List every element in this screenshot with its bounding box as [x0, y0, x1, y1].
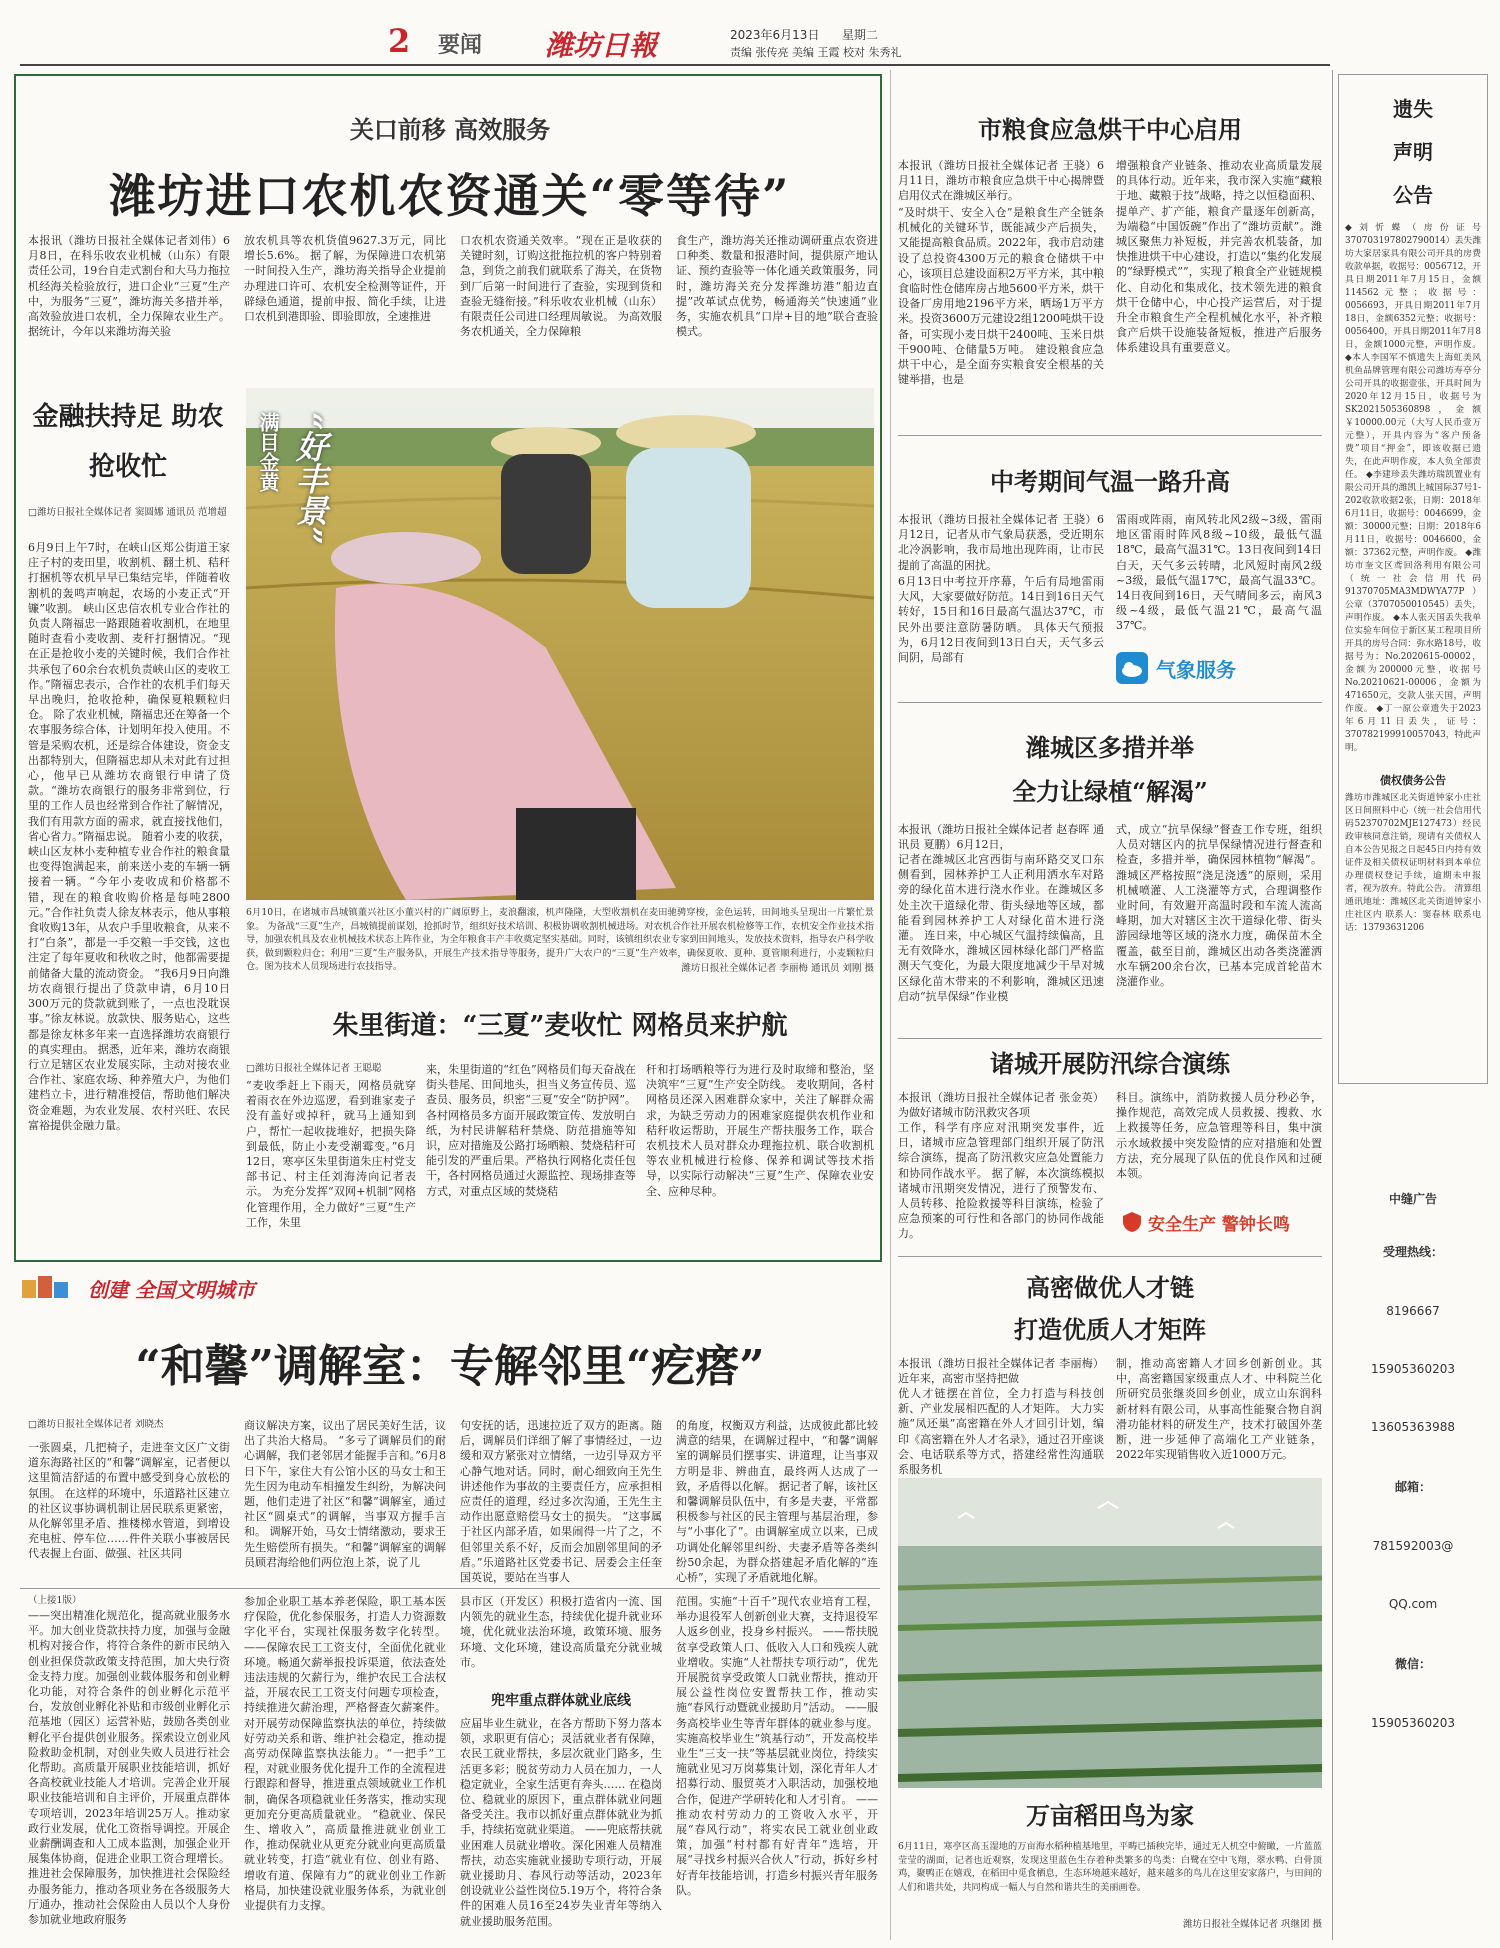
a1-kicker: 关口前移 高效服务: [349, 115, 551, 144]
r5-byline: 本报讯（潍坊日报社全媒体记者 李丽梅）近年来，高密市坚持把做: [898, 1357, 1104, 1386]
a4-col-3: 句安抚的话，迅速拉近了双方的距离。随后，调解员们详细了解了事情经过，一边缓和双方紧张对立情绪，一边引导双方平心静气地对话。同时，耐心细致向王先生讲述他作为事故的主要责任方，应承担相应责任的道理，经过多次沟通，王先生主动作出愿意赔偿马女士的损失。 “这事属于社区内部矛盾，如果闹得一片了之，不但邻里关系不好，反而会加剧邻里间的矛盾。”乐道路社区党委书记、居委会主任奎国英说，要站在当事人: [460, 1419, 662, 1585]
a5-col-3b: 应届毕业生就业，在各方帮助下努力落本领，求职更有信心；灵活就业者有保障，农民工就业帮扶，多层次就业门路多，生活更多彩；脱贫劳动力人员在加力，一人稳定就业，全家生活更有奔头…… 在稳岗位、稳就业的原因下，重点群体就业问题备受关注。我市以抓好重点群体就业为抓手，持续拓宽就业渠道。 ——兜底帮扶就业困难人员就业增收。深化困难人员精准帮扶，动态实施就业援助专项行动，开展就业援助月、春风行动等活动，2023年创设就业公益性岗位5.19万个，将符合条件的困难人员16至24岁失业青年等纳入就业援助服务范围。: [460, 1717, 662, 1928]
a4-col-1: 一张圆桌，几把椅子，走进奎文区广文街道东海路社区的“和馨”调解室，记者便以这里简洁舒适的布置中感受到身心放松的氛围。 在这样的环境中，乐道路社区建立的社区议事协调机制让居民联系更紧密，从化解邻里矛盾、推楼梯水管道，到增设充电桩、停车位……件件关联小事被居民代表握上台面、做强、社区共同: [28, 1441, 230, 1561]
r2-byline: 本报讯（潍坊日报社全媒体记者 王骁）6月12日，记者从市气象局获悉，受近期东北冷涡影响，我市局地出现阵雨，让市民提前了高温的困扰。: [898, 513, 1104, 572]
r1-col-1: “及时烘干、安全入仓”是粮食生产全链条机械化的关键环节，既能减少产后损失，又能提高粮食品质。2022年，我市启动建设了总投资4300万元的粮食仓储烘干中心，该项目总建设面积2万平方米，其中粮食临时性仓储库房占地5600平方米，烘干设备厂房用地2196平方米，晒场1万平方米。投资3600万元建设2组1200吨烘干设备，可实现小麦日烘干2400吨、玉米日烘干900吨、仓储量5万吨。 建设粮食应急烘干中心，是全面夯实粮食安全根基的关键举措，也是: [898, 206, 1104, 387]
rice-paddy-illustration: [898, 1478, 1322, 1788]
r2-col-1: 6月13日中考拉开序幕，午后有局地雷雨大风，大家要做好防范。14日到16日天气转好，15日和16日最高气温达37℃，市民外出要注意防暑防晒。 具体天气预报为，6月12日夜间到13日白天，天气多云间阴，局部有: [898, 575, 1104, 665]
editors-line: 责编 张传亮 美编 王霞 校对 朱秀礼: [730, 46, 902, 59]
cloud-icon: [1116, 652, 1148, 684]
wechat-number: 15905360203: [1371, 1716, 1455, 1730]
a4-col-4: 的角度，权衡双方利益，达成彼此都比较满意的结果，在调解过程中，“和馨”调解室的调解员们摆事实、讲道理，让当事双方明是非、辨曲直，最终两人达成了一致，矛盾得以化解。 据记者了解，该社区和馨调解员队伍中，有多是夫妻，平常都积极参与社区的民主管理与基层治理，参与“小事化了”。由调解室成立以来，已成功调处化解邻里纠纷、夫妻矛盾等各类纠纷50余起，为群众搭建起矛盾化解的“连心桥”，实现了矛盾就地化解。: [676, 1419, 878, 1585]
a4-byline: □潍坊日报社全媒体记者 刘晓杰: [28, 1419, 164, 1430]
a5-col-4: 范围。实施“十百千”现代农业培育工程，举办退役军人创新创业大赛，支持退役军人返乡创业，投身乡村振兴。 ——帮扶脱贫享受政策人口、低收入人口和残疾人就业增收。实施“人社帮扶专项行动”，优先开展脱贫享受政策人口就业帮扶，推动开展公益性岗位安置帮扶工作，推动实施“春风行动暨就业援助月”活动。 ——服务高校毕业生等青年群体的就业参与度。实施高校毕业生“筑基行动”，开发高校毕业生“三支一扶”等基层就业岗位，持续实施就业见习万岗募集计划，深化青年人才招募行动、服贸英才入职活动，加强校地合作，促进产学研转化和人才引育。 ——推动农村劳动力的工资收入水平，开展“春风行动”，将实农民工就业创业政策，加强“村村都有好青年”选培，开展“寻找乡村振兴合伙人”行动，拆好乡村好青年技能培训，打造乡村振兴青年服务队。: [676, 1595, 878, 1897]
r1-byline: 本报讯（潍坊日报社全媒体记者 王骁）6月11日，潍坊市粮食应急烘干中心揭牌暨启用仪式在潍城区举行。: [898, 159, 1104, 203]
weather-badge: [1116, 650, 1296, 686]
photo-vtitle-2: “好丰景”: [291, 412, 329, 545]
email-label: 邮箱：: [1394, 1480, 1431, 1494]
heart-banner-icon: [20, 1272, 80, 1302]
r2-divider: [898, 702, 1322, 703]
hotline-1: 8196667: [1386, 1304, 1440, 1318]
paper-name: 潍坊日報: [545, 29, 658, 62]
hotline-label: 受理热线：: [1382, 1245, 1443, 1259]
section-name: 要闻: [438, 33, 483, 58]
side-title-3: 公告: [1393, 183, 1433, 207]
a4-title: “和馨”调解室：专解邻里“疙瘩”: [135, 1341, 765, 1392]
column-divider: [890, 70, 891, 1940]
civilization-banner: [20, 1270, 340, 1304]
a1-col-4: 食生产，潍坊海关还推动调研重点农资进口种类、数量和报港时间，提供原产地认证、预约查验等一体化通关政策服务，同时，潍坊海关充分发挥潍坊港“船边直提”改革试点优势，畅通海关“快速通”业务，实施农机具“口岸+目的地”联合查验模式。: [676, 234, 878, 339]
r5-col-2: 制，推动高密籍人才回乡创新创业。其中，高密籍国家级重点人才、中科院兰化所研究员张继炎回乡创业，成立山东润科新材料有限公司，从事高性能聚合物自润滑功能材料的研发生产，技术打破国外垄断，进一步延伸了高端化工产业链条，2022年实现销售收入近1000万元。: [1116, 1357, 1322, 1462]
r4-divider: [898, 1256, 1322, 1257]
email-2: QQ.com: [1388, 1597, 1438, 1611]
debt-notice-body: 潍坊市潍城区北关街道钟家小庄社区日间照料中心（统一社会信用代码52370702MJE127473）经民政审核同意注销，现请有关债权人自本公告见报之日起45日内持有效证件及相关债权证明材料到本单位办理债权登记手续，逾期未申报者，视为放弃。特此公告。 清算组通讯地址：潍城区北关街道钟家小庄社区内 联系人：窦春林 联系电话：13793631206: [1345, 793, 1481, 933]
issue-weekday: 星期二: [842, 28, 879, 42]
r3-col-1: 记者在潍城区北宫西街与南环路交叉口东侧看到，园林养护工人正利用洒水车对路旁的绿化苗木进行浇水作业。在潍城区多处主次干道绿化带、街头绿地等区域，都能看到园林养护工人对绿化苗木进行浇灌。 连日来，中心城区气温持续偏高，且无有效降水，潍城区园林绿化部门严格监测天气变化，为最大限度地减少干旱对城区绿化苗木带来的不利影响，潍城区迅速启动“抗旱保绿”作业模: [898, 853, 1104, 1003]
rice-paddy-photo: [898, 1478, 1322, 1788]
side-notice-box: [1338, 74, 1488, 1084]
a5-lead: （上接1版）: [28, 1595, 82, 1606]
hotline-2: 15905360203: [1371, 1362, 1455, 1376]
a2-title: 金融扶持足 助农抢收忙: [32, 402, 224, 482]
email-1: 781592003@: [1372, 1539, 1454, 1553]
side-divider: [1332, 70, 1333, 1940]
wheat-harvest-photo: [246, 388, 874, 900]
a3-col-1: “麦收季赶上下雨天，网格员就穿着雨衣在外边巡逻，看到谁家麦子没有盖好或掉秆，就马上通知到户，帮忙一起收拢堆好，把损失降到最低，防止小麦受潮霉变。”6月12日，寒亭区朱里街道朱庄村党支部书记、村主任刘海涛向记者表示。 为充分发挥“双网+机制”网格化管理作用，全力做好“三夏”生产工作，朱里: [246, 1079, 416, 1229]
r4-byline: 本报讯（潍坊日报社全媒体记者 张金英）为做好诸城市防汛救灾各项: [898, 1091, 1104, 1120]
a3-byline: □潍坊日报社全媒体记者 王聪聪: [246, 1063, 382, 1074]
a2-byline: □潍坊日报社全媒体记者 窦圆娜 通讯员 范增超: [28, 507, 227, 518]
a3-col-2: 来，朱里街道的“红色”网格员们每天奋战在街头巷尾、田间地头，担当义务宣传员、巡查员、服务员，织密“三夏”安全“防护网”。 各村网格员多方面开展政策宣传、发放明白纸，为村民讲解秸秆禁烧、防范措施等知识，应对措施及公路打场晒粮、焚烧秸秆可能引发的严重后果。严格执行网格化责任包干，各村网格员通过火源监控、现场排查等方式，对重点区域的焚烧秸: [426, 1063, 636, 1198]
a4-col-2: 商议解决方案，议出了居民美好生活，议出了共治大格局。 “多亏了调解员们的耐心调解，我们老邻居才能握手言和。”6月8日下午，家住大有公馆小区的马女士和王先生因为电动车相撞发生纠纷，为解决问题，他们走进了社区“和馨”调解室，通过社区“圆桌式”的调解，当事双方握手言和。 调解开始，马女士情绪激动，要求王先生赔偿所有损失。“和馨”调解室的调解员顾君海给他们两位泡上茶，说了儿: [244, 1419, 446, 1569]
r3-byline: 本报讯（潍坊日报社全媒体记者 赵春晖 通讯员 夏鹏）6月12日，: [898, 823, 1104, 852]
r4-col-1: 工作，科学有序应对汛期突发事件，近日，诸城市应急管理部门组织开展了防汛综合演练，提高了防汛救灾应急处置能力和协同作战水平。 据了解，本次演练模拟诸城市汛期突发情况，进行了预警发布、人员转移、抢险救援等科目演练，检验了应急预案的可行性和各部门的协同作战能力。: [898, 1121, 1104, 1241]
a4-divider: [20, 1588, 880, 1589]
a2-body: 6月9日上午7时，在峡山区郑公街道王家庄子村的麦田里，收割机、翻土机、秸秆打捆机等农机早早已集结完毕，伴随着收割机的轰鸣声响起，农场的小麦正式“开镰”收割。 峡山区忠信农机专业合作社的负责人隋福忠一路跟随着收割机，在地里随时查看小麦收割、麦秆打捆情况。“现在正是抢收小麦的关键时候，我们合作社共承包了60余台农机负责峡山区的麦收工作。”隋福忠表示，合作社的农机手们每天早出晚归，抢收抢种，确保夏粮颗粒归仓。 除了农业机械，隋福忠还在筹备一个农事服务综合体，计划明年投入使用。不管是采购农机，还是综合体建设，资金支出都特别大，但隋福忠却从未对此有过担心，他早已从潍坊农商银行申请了贷款。“潍坊农商银行的服务非常到位，行里的工作人员也经常到合作社了解情况，我们有用款方面的需求，就直接找他们，省心省力。”隋福忠说。 随着小麦的收获，峡山区友林小麦种植专业合作社的粮食量也变得饱满起来，前来送小麦的车辆一辆接着一辆。“今年小麦收成和价格都不错，现在的粮食收购价格是每吨2800元。”合作社负责人徐友林表示，他从事粮食收购13年，从农户手里收粮食，从来不打“白条”，都是一手交粮一手交钱，这也注定了每年夏收和秋收之时，他都需要提前储备大量的流动资金。 “我6月9日向潍坊农商银行提出了贷款申请，6月10日300万元的贷款就到账了，一点也没耽误事。”徐友林说。放款快、服务贴心，这些都是徐友林多年来一直选择潍坊农商银行的真实理由。 据悉，近年来，潍坊农商银行立足辖区农业发展实际，主动对接农业合作社、家庭农场、种养殖大户，为他们建档立卡，进行精准授信，帮助他们解决资金难题，为农业发展、农村兴旺、农民富裕提供金融力量。: [28, 541, 230, 1132]
masthead-divider: [20, 64, 1330, 66]
side-title-1: 遗失: [1393, 97, 1433, 121]
photo2-title: 万亩稻田鸟为家: [1026, 1801, 1194, 1830]
r5-title-1: 高密做优人才链: [1026, 1273, 1194, 1302]
a1-headline: 潍坊进口农机农资通关“零等待”: [109, 169, 791, 223]
r1-divider: [898, 435, 1322, 436]
a1-col-3: 口农机农资通关效率。“现在正是收获的关键时刻，订购这批拖拉机的客户特别着急，到货之前我们就联系了海关，在货物到厂后第一时间进行了查验，实现到货和查验无缝衔接。”科乐收农业机械（山东）有限责任公司进口经理周敏说。 为高效服务农机通关，全力保障粮: [460, 234, 662, 339]
side-notices: ◆刘忻蝶（房份证号370703197802790014）丢失潍坊大家居家具有限公司开具的房费收款单据，收据号：0056712，开具日期2011年7月15日，金额114562元整；收据号：0056693，开具日期2011年7月18日，金额6352元整；收据号：0056400，开具日期2011年7月8日，金额1000元整，声明作废。 ◆本人李国军不慎遗失上海虹美风机鱼品牌管理有限公司潍坊寿亭分公司开具的收据壹张，开具时间为2020年12月15日，收据号为SK2021505360898，金额￥10000.00元（大写人民币壹万元整），开具内容为“客户预备费”项目“押金”，即该收据已遗失，在此声明作废，本人负全部责任。 ◆李建珍丢失潍坊瑞凯置业有限公司开具的潍凯上城国际37号1-202收款收据2张，日期：2018年6月11日，收据号：0046699，金额：30000元整；日期：2018年6月11日，收据号：0046600，金额：37362元整，声明作废。 ◆潍坊市奎文区鸢回洛利用有限公司（统一社会信用代码91370705MA3MDWYA77P）公章（3707050010545）丢失，声明作废。 ◆本人张天国丢失我单位实验车间位于新区某工程项目所开具的房号合同：弥水路18号，收据号为：No.2020615-00002，金额为200000元整，收据号No.20210621-00006，金额为471650元，交款人张天国，声明作废。 ◆丁一原公章遗失于2023年6月11日丢失，证号：370782199910057043，特此声明。: [1345, 223, 1481, 753]
ad-title: 中缝广告: [1388, 1192, 1437, 1206]
safety-badge: [1116, 1206, 1322, 1238]
side-ad-box: [1338, 1180, 1488, 1940]
a5-subhead: 兜牢重点群体就业底线: [491, 1693, 631, 1709]
a1-col-1: 本报讯（潍坊日报社全媒体记者刘伟）6月8日，在科乐收农业机械（山东）有限责任公司，19台自走式割台和大马力拖拉机经海关检验放行，进口企业“三夏”生产中，为服务“三夏”，潍坊海关多措并举，高效验放进口农机，全力保障农业生产。据统计，今年以来潍坊海关验: [28, 234, 230, 339]
r2-col-2: 雷雨或阵雨，南风转北风2级~3级，雷雨地区雷雨时阵风8级~10级，最低气温18℃，最高气温31℃。13日夜间到14日白天，天气多云转晴，北风短时南风2级~3级，最低气温17℃，最高气温33℃。14日夜间到16日，天气晴间多云，南风3级~4级，最低气温21℃，最高气温37℃。: [1116, 513, 1322, 633]
issue-date: 2023年6月13日: [730, 28, 820, 42]
a1-col-2: 放农机具等农机货值9627.3万元，同比增长5.6%。 据了解，为保障进口农机第一时间投入生产，潍坊海关指导企业提前办理进口许可、农机安全检测等证件，开辟绿色通道，提前申报、简化手续，让进口农机到港即验、即验即放，全速推进: [244, 234, 446, 324]
photo2-credit: 潍坊日报社全媒体记者 巩继团 摄: [1182, 1919, 1322, 1930]
wheat-field-illustration: [246, 388, 874, 900]
a5-col-2: 参加企业职工基本养老保险，职工基本医疗保险，优化参保服务，打造人力资源数字化平台，实现社保服务数字化转型。 ——保障农民工工资支付，全面优化就业环境。畅通欠薪举报投诉渠道，依法查处违法违规的欠薪行为，维护农民工合法权益，开展农民工工资支付问题专项检查，持续推进欠薪治理，严格督查欠薪案件。对开展劳动保障监察执法的单位，持续做好劳动关系和谐、维护社会稳定，推动提高劳动保障监察执法能力。“一把手”工程，对就业服务优化提升工作的全流程进行跟踪和督导，推进重点领域就业工作机制，确保各项稳就业任务落实，推动实现更加充分更高质量就业。 “稳就业、保民生、增收入”，高质量推进就业创业工作，推动保就业从更充分就业向更高质量就业转变，打造“就业有位、创业有路、增收有道、保障有力”的就业创业工作新格局，加快建设就业服务体系，为就业创业提供有力支撑。: [244, 1595, 446, 1913]
a3-title: 朱里街道：“三夏”麦收忙 网格员来护航: [332, 1011, 788, 1041]
hotline-3: 13605363988: [1371, 1420, 1455, 1434]
photo-vtitle-1: 满目金黄: [256, 412, 280, 492]
safety-banner-icon: [1120, 1210, 1144, 1234]
photo2-caption: 6月11日，寒亭区高玉湿地的万亩海水稻种植基地里，平畴已插秧完毕，通过无人机空中俯瞰，一片蓝蓝莹莹的湖面，记者也近观察，发现这里蓝色生存着种类繁多的鸟类：白鹭在空中飞翔，翠水鸭、白骨顶鸡，聚鸭正在嬉戏，在稻田中觅食栖息，生态环境越来越好，越来越多的鸟儿在这里安家落户，与田间的人们和谐共处，共同构成一幅人与自然和谐共生的美丽画卷。: [898, 1841, 1322, 1893]
debt-notice-title: 债权债务公告: [1380, 774, 1446, 787]
r3-title-2: 全力让绿植“解渴”: [1012, 777, 1208, 806]
a3-col-3: 秆和打场晒粮等行为进行及时取缔和整治，坚决筑牢“三夏”生产安全防线。 麦收期间，各村网格员还深入困难群众家中，关注了解群众需求，为缺乏劳动力的困难家庭提供农机作业和秸秆收运帮助，开展生产帮扶服务工作，联合农机技术人员对群众办理拖拉机、联合收割机等农业机械进行检修、保养和调试等技术指导，以实际行动解决“三夏”生产、保障农业安全、应种尽种。: [646, 1063, 874, 1198]
safety-badge-text: 安全生产 警钟长鸣: [1148, 1215, 1290, 1235]
r1-title: 市粮食应急烘干中心启用: [978, 115, 1242, 144]
weather-badge-text: 气象服务: [1156, 658, 1236, 682]
r3-divider: [898, 1038, 1322, 1039]
r5-col-1: 优人才链摆在首位，全力打造与科技创新、产业发展相匹配的人才矩阵。 大力实施“凤还巢”高密籍在外人才回引计划，编印《高密籍在外人才名录》，通过召开座谈会、电话联系等方式，搭建经常性沟通联系服务机: [898, 1387, 1104, 1477]
photo-vertical-title: [254, 412, 329, 692]
page-number: 2: [388, 22, 411, 60]
r4-col-2: 科目。演练中，消防救援人员分秒必争，操作规范，高效完成人员救援、搜救、水上救援等任务，应急管理等科目，集中演示水域救援中突发险情的应对措施和处置方法，充分展现了队伍的优良作风和过硬本领。: [1116, 1091, 1322, 1181]
photo1-credit: 潍坊日报社全媒体记者 李丽梅 通讯员 刘刚 摄: [681, 963, 874, 974]
a5-col-1: ——突出精准化规范化，提高就业服务水平。加大创业贷款扶持力度，加强与金融机构对接合作，将符合条件的新市民纳入创业担保贷款政策支持范围，加大央行资金支持力度。加强创业载体服务和创业孵化功能，对符合条件的创业孵化示范平台，发放创业孵化补贴和市级创业孵化示范基地（园区）运营补贴，鼓励各类创业孵化平台提供创业服务。探索设立创业风险救助金机制，对创业失败人员进行社会化帮助。高质量开展职业技能培训，抓好各高校就业技能人才培训。完善企业开展职业技能培训和自主评价，开展重点群体专项培训，2023年培训25万人。推动家政行业发展，优化工资指导调控。开展企业薪酬调查和人工成本监测，加强企业开展集体协商，促进企业职工资合理增长。推进社会保障服务，加快推进社会保险经办服务能力，推动各项业务在各级服务大厅通办，推动社会保险由人员以个人身份参加就业地政府服务: [28, 1609, 230, 1927]
side-title-2: 声明: [1393, 140, 1433, 164]
r3-title-1: 潍城区多措并举: [1026, 733, 1194, 762]
wechat-label: 微信：: [1394, 1657, 1431, 1671]
masthead: [300, 24, 1100, 60]
a5-col-3: 县市区（开发区）积极打造省内一流、国内领先的就业生态，持续优化提升就业环境，优化就业法治环境，政策环境、服务环境、文化环境，建设高质量充分就业城市。: [460, 1595, 662, 1669]
r3-col-2: 式，成立“抗旱保绿”督查工作专班，组织人员对辖区内的抗旱保绿情况进行督查和检查，多措并举，确保园林植物“解渴”。 潍城区严格按照“浇足浇透”的原则，采用机械喷灌、人工浇灌等方式，合理调整作业时间，有效避开高温时段和车流人流高峰期，加大对辖区主次干道绿化带、街头游园绿地等区域的浇水力度，确保苗木全覆盖，截至目前，潍城区出动各类浇灌洒水车辆200余台次，已基本完成首轮苗木浇灌作业。: [1116, 823, 1322, 989]
banner-text: 创建 全国文明城市: [88, 1278, 255, 1302]
photo1-caption: 6月10日，在诸城市昌城镇董兴社区小董兴村的广阔原野上，麦浪翻滚，机声隆隆，大型收割机在麦田驰骋穿梭，金色运转，田间地头呈现出一片繁忙景象。 为备战“三夏”生产，昌城镇提前谋划，抢抓时节，组织好技术培训、积极协调收割机械进场。对农机合作社开展农机检修等工作，农机安全作业技术指导，加强农机具及农业机械技术状态上阵作业，为全年粮食丰产丰收奠定坚实基础。同时，该镇组织农业专家到田间地头，发放技术资料，指导农户科学收获，做到颗粒归仓；利用“三夏”生产服务队，开展生产技术指导等服务，提升广大农户的“三夏”生产效率，确保夏收、夏种、夏管顺利进行，小麦颗粒归仓。图为技术人员现场进行农技指导。: [246, 907, 874, 972]
r5-title-2: 打造优质人才矩阵: [1014, 1315, 1206, 1344]
r1-col-2: 增强粮食产业链条、推动农业高质量发展的具体行动。近年来，我市深入实施“藏粮于地、藏粮于技”战略，持之以恒稳面积、提单产、扩产能，粮食产量逐年创新高，为端稳“中国饭碗”作出了“潍坊贡献”。潍城区聚焦力补短板，并完善农机装备，加快推进烘干中心建设，打造以“集约化发展的“绿野模式””，实现了粮食全产业链规模化、自动化和集成化，技术领先进的粮食烘干仓储中心，中心投产运营后，对于提升全市粮食生产全程机械化水平，补齐粮食产后烘干设施装备短板，推进产后服务体系建设具有重要意义。: [1116, 159, 1322, 355]
r4-title: 诸城开展防汛综合演练: [990, 1049, 1230, 1078]
r2-title: 中考期间气温一路升高: [990, 467, 1230, 496]
